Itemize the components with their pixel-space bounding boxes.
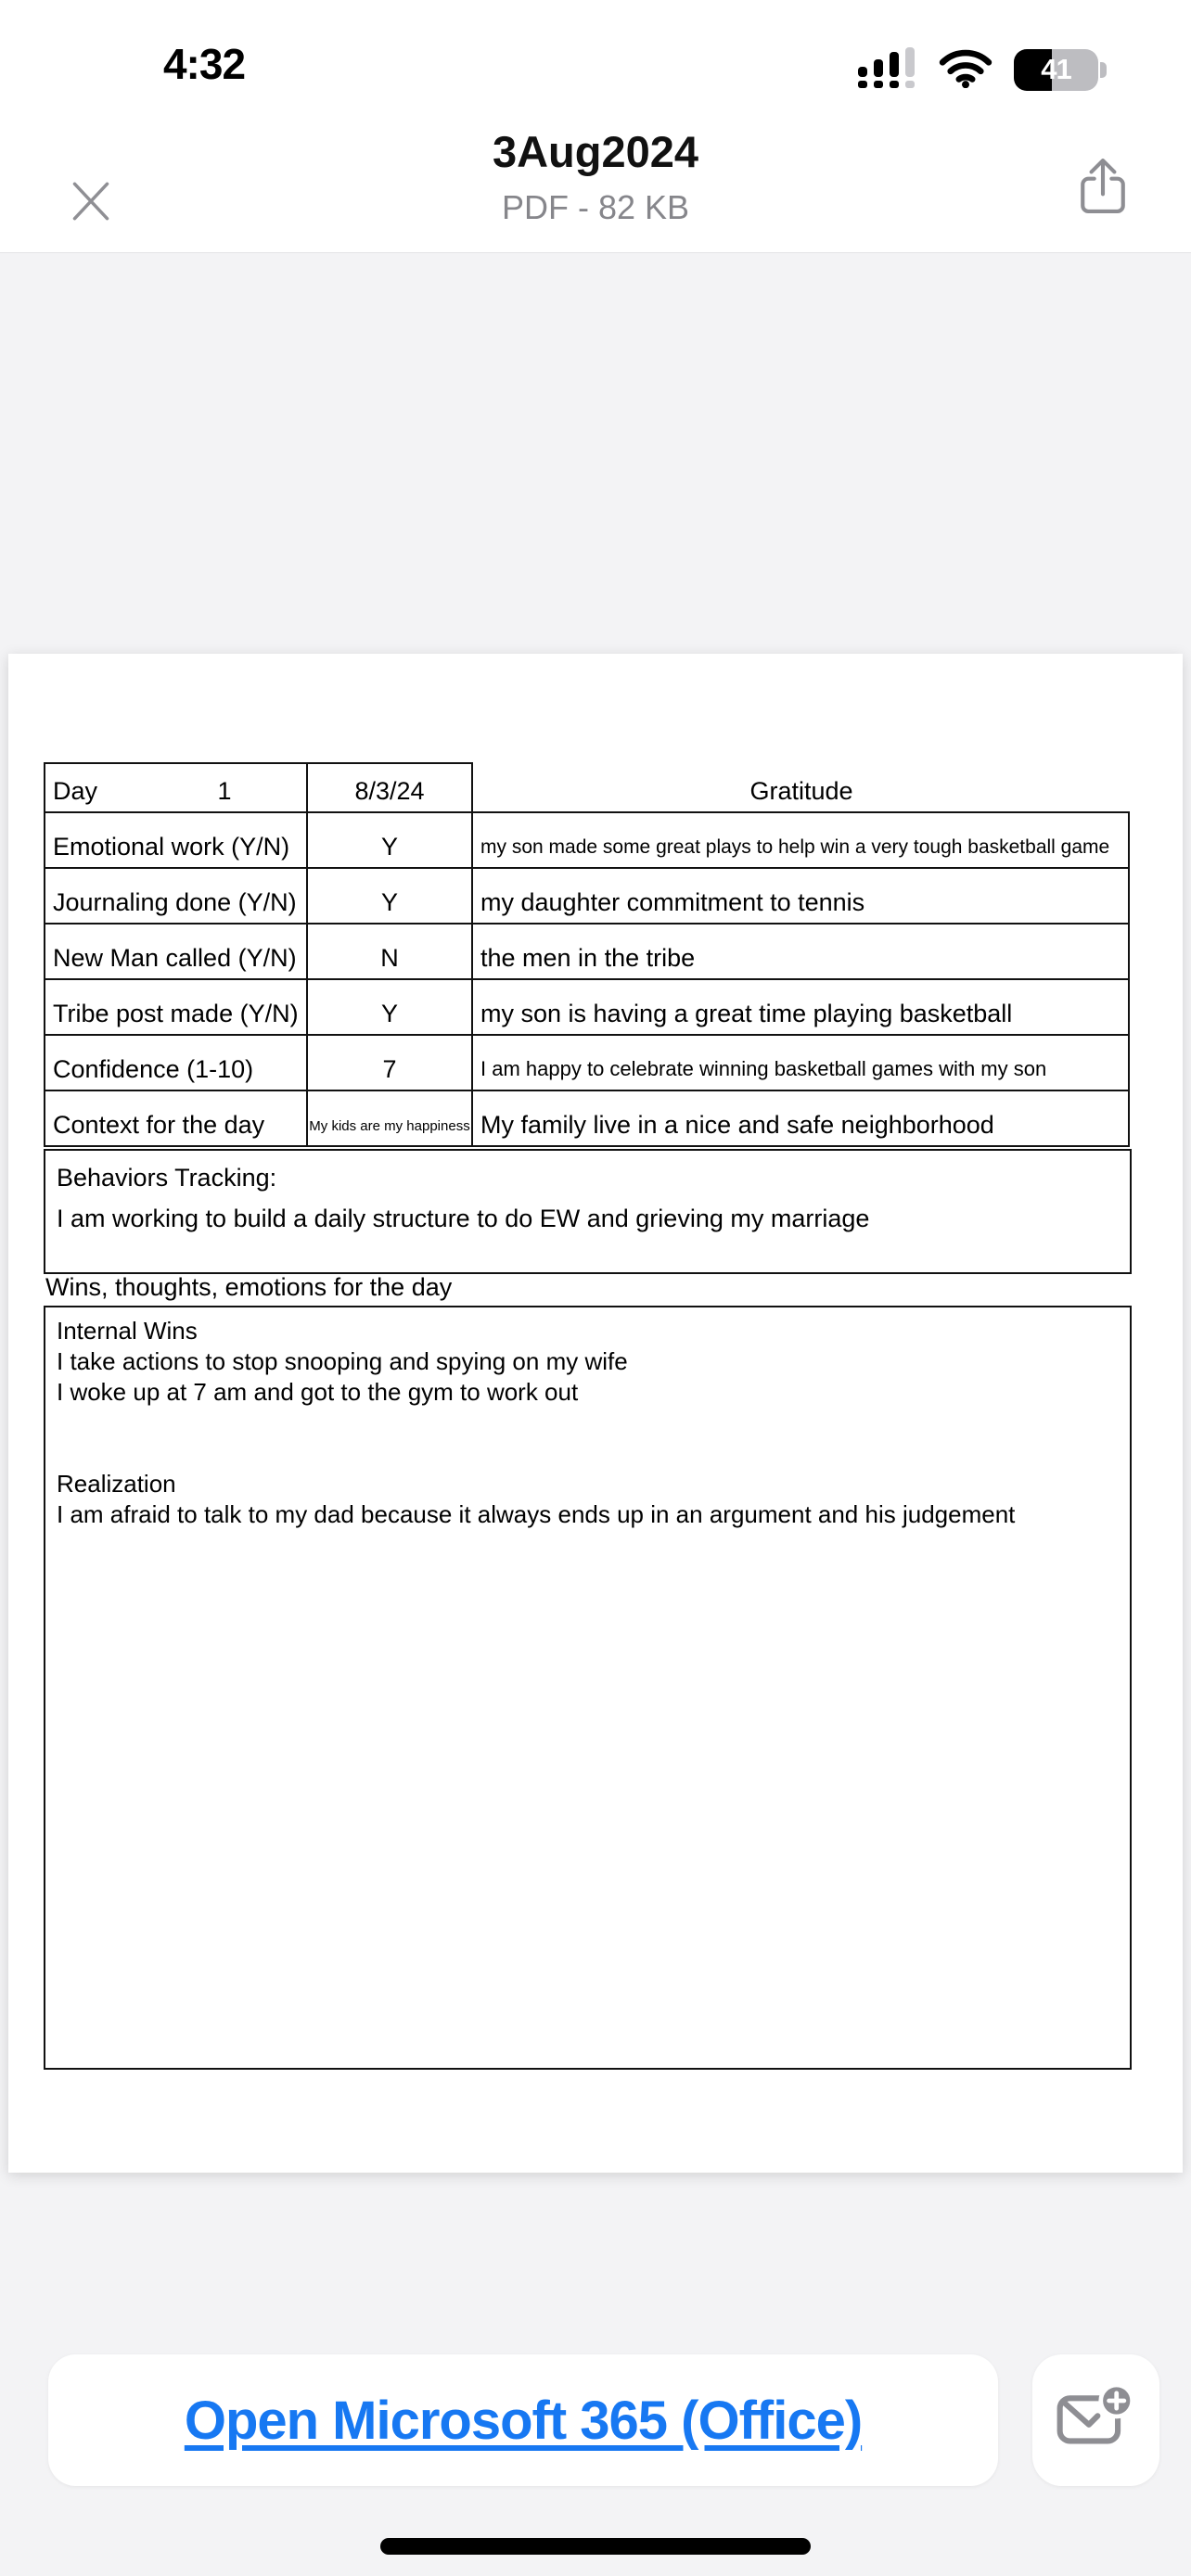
home-indicator[interactable] [380, 2538, 811, 2555]
wins-line [57, 1438, 1119, 1469]
table-row-label: Tribe post made (Y/N) [44, 980, 308, 1036]
battery-cap [1100, 62, 1107, 78]
close-icon [67, 175, 115, 232]
close-button[interactable] [63, 174, 119, 232]
table-header-gratitude: Gratitude [473, 762, 1130, 813]
table-row-gratitude: my daughter commitment to tennis [473, 869, 1130, 925]
behaviors-tracking-box [44, 1149, 1132, 1274]
wins-line: I am afraid to talk to my dad because it always ends up in an argument and his judgement [57, 1500, 1016, 1528]
status-icons [856, 48, 1107, 91]
table-row-gratitude: the men in the tribe [473, 925, 1130, 980]
table-row-value: Y [308, 980, 473, 1036]
open-microsoft-365-button[interactable] [48, 2354, 998, 2486]
wins-line [57, 1408, 1119, 1438]
journal-table [44, 762, 1130, 1147]
share-button[interactable] [1072, 152, 1133, 224]
table-row-gratitude: My family live in a nice and safe neighborhood [473, 1091, 1130, 1147]
cellular-signal-icon [856, 47, 917, 93]
table-row-value: N [308, 925, 473, 980]
battery-icon [1014, 49, 1107, 91]
mail-share-button[interactable] [1032, 2354, 1159, 2486]
table-row-gratitude: I am happy to celebrate winning basketball games with my son [473, 1036, 1130, 1091]
behaviors-title: Behaviors Tracking: [57, 1164, 277, 1192]
table-row-label: Confidence (1-10) [44, 1036, 308, 1091]
table-row-label: Journaling done (Y/N) [44, 869, 308, 925]
table-header-day: Day 1 [44, 762, 308, 813]
share-icon [1076, 155, 1130, 223]
table-row-label: Context for the day [44, 1091, 308, 1147]
table-row-value: Y [308, 813, 473, 869]
mail-plus-icon [1056, 2383, 1137, 2458]
day-number: 1 [217, 777, 232, 805]
behaviors-body: I am working to build a daily structure to do EW and grieving my marriage [57, 1204, 870, 1232]
table-row-gratitude: my son made some great plays to help win a very tough basketball game [473, 813, 1130, 869]
table-row-value: 7 [308, 1036, 473, 1091]
table-header-date: 8/3/24 [308, 762, 473, 813]
status-time: 4:32 [162, 40, 246, 88]
wifi-icon [939, 47, 992, 93]
pdf-page[interactable] [8, 654, 1183, 2173]
wins-section-label: Wins, thoughts, emotions for the day [45, 1273, 453, 1301]
battery-percent: 41 [1041, 53, 1071, 85]
table-row-label: Emotional work (Y/N) [44, 813, 308, 869]
open-microsoft-365-label: Open Microsoft 365 (Office) [184, 2390, 863, 2451]
table-row-value: My kids are my happiness [308, 1091, 473, 1147]
table-row-label: New Man called (Y/N) [44, 925, 308, 980]
table-row-value: Y [308, 869, 473, 925]
document-title-block [224, 126, 967, 227]
wins-line: Internal Wins [57, 1317, 198, 1345]
file-meta: PDF - 82 KB [501, 188, 690, 226]
wins-line: I take actions to stop snooping and spying on my wife [57, 1347, 628, 1375]
wins-line: Realization [57, 1470, 176, 1498]
page-title: 3Aug2024 [492, 127, 699, 176]
table-row-gratitude: my son is having a great time playing basketball [473, 980, 1130, 1036]
wins-line: I woke up at 7 am and got to the gym to work out [57, 1378, 579, 1406]
wins-box [44, 1306, 1132, 2070]
header-bar [0, 0, 1191, 253]
